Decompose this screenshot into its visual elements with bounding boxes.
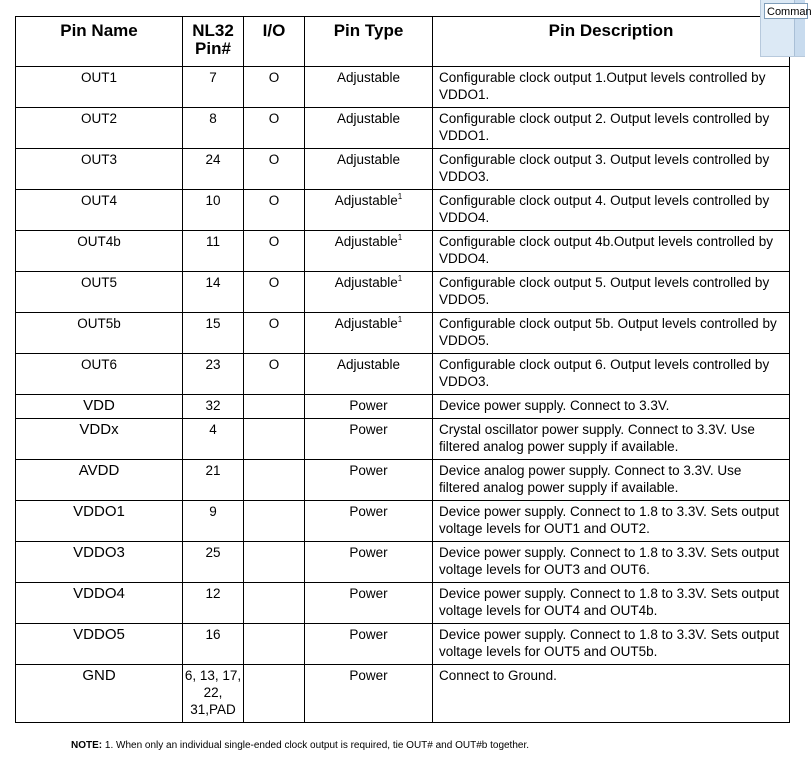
pin-type-text: Adjustable bbox=[336, 70, 401, 85]
pin-name-cell: GND bbox=[16, 665, 183, 723]
pin-description-cell: Device power supply. Connect to 1.8 to 3.3V. Sets output voltage levels for OUT4 and OUT4b. bbox=[433, 583, 790, 624]
pin-description-cell: Configurable clock output 5b. Output levels controlled by VDDO5. bbox=[433, 313, 790, 354]
header-nl32-line2: Pin# bbox=[195, 39, 231, 58]
pin-type-text: Power bbox=[349, 545, 388, 560]
pin-type-text: Power bbox=[349, 463, 388, 478]
pin-number-cell: 8 bbox=[183, 108, 244, 149]
table-row bbox=[16, 190, 790, 231]
pin-description-cell: Device power supply. Connect to 1.8 to 3.3V. Sets output voltage levels for OUT5 and OUT5b. bbox=[433, 624, 790, 665]
table-row bbox=[16, 272, 790, 313]
pin-description-cell: Configurable clock output 4b.Output levels controlled by VDDO4. bbox=[433, 231, 790, 272]
io-cell bbox=[244, 460, 305, 501]
pin-description-table bbox=[15, 16, 790, 723]
io-cell: O bbox=[244, 149, 305, 190]
table-header-row bbox=[16, 17, 790, 67]
header-pin-description: Pin Description bbox=[433, 17, 790, 67]
table-row bbox=[16, 231, 790, 272]
pin-type-cell bbox=[305, 460, 433, 501]
table-row bbox=[16, 665, 790, 723]
io-cell: O bbox=[244, 354, 305, 395]
pin-number-cell: 10 bbox=[183, 190, 244, 231]
pin-type-text: Power bbox=[349, 668, 388, 683]
footnote bbox=[71, 740, 529, 751]
io-cell: O bbox=[244, 313, 305, 354]
pin-type-cell bbox=[305, 231, 433, 272]
footnote-ref: 1 bbox=[397, 315, 403, 324]
pin-description-cell: Configurable clock output 6. Output levels controlled by VDDO3. bbox=[433, 354, 790, 395]
header-pin-name: Pin Name bbox=[16, 17, 183, 67]
footnote-ref: 1 bbox=[397, 274, 403, 283]
pin-number-cell: 4 bbox=[183, 419, 244, 460]
table-row bbox=[16, 624, 790, 665]
pin-type-cell bbox=[305, 313, 433, 354]
command-input[interactable]: Comman bbox=[764, 3, 808, 19]
pin-name-cell: AVDD bbox=[16, 460, 183, 501]
table-row bbox=[16, 395, 790, 419]
pin-type-cell bbox=[305, 583, 433, 624]
io-cell bbox=[244, 419, 305, 460]
pin-type-cell bbox=[305, 501, 433, 542]
pin-type-cell bbox=[305, 624, 433, 665]
pin-name-cell: OUT5 bbox=[16, 272, 183, 313]
io-cell bbox=[244, 542, 305, 583]
header-io: I/O bbox=[244, 17, 305, 67]
pin-name-cell: VDDx bbox=[16, 419, 183, 460]
pin-type-text: Power bbox=[349, 586, 388, 601]
pin-type-cell bbox=[305, 419, 433, 460]
table-row bbox=[16, 108, 790, 149]
pin-description-cell: Configurable clock output 4. Output levels controlled by VDDO4. bbox=[433, 190, 790, 231]
pin-number-cell: 11 bbox=[183, 231, 244, 272]
pin-type-text: Adjustable bbox=[336, 357, 401, 372]
table-row bbox=[16, 583, 790, 624]
table-row bbox=[16, 67, 790, 108]
pin-type-text: Power bbox=[349, 422, 388, 437]
io-cell: O bbox=[244, 231, 305, 272]
pin-type-cell bbox=[305, 190, 433, 231]
pin-description-cell: Configurable clock output 5. Output levels controlled by VDDO5. bbox=[433, 272, 790, 313]
pin-type-text: Power bbox=[349, 627, 388, 642]
pin-type-text: Power bbox=[349, 398, 388, 413]
pin-description-cell: Device analog power supply. Connect to 3.3V. Use filtered analog power supply if available. bbox=[433, 460, 790, 501]
footnote-ref: 1 bbox=[397, 192, 403, 201]
pin-name-cell: OUT1 bbox=[16, 67, 183, 108]
pin-type-cell bbox=[305, 67, 433, 108]
pin-description-cell: Connect to Ground. bbox=[433, 665, 790, 723]
pin-number-cell: 24 bbox=[183, 149, 244, 190]
pin-type-text: Adjustable bbox=[334, 234, 398, 249]
pin-type-text: Adjustable bbox=[334, 316, 398, 331]
pin-type-cell bbox=[305, 665, 433, 723]
pin-name-cell: OUT2 bbox=[16, 108, 183, 149]
pin-number-cell: 21 bbox=[183, 460, 244, 501]
pin-number-cell: 6, 13, 17, 22, 31,PAD bbox=[183, 665, 244, 723]
pin-description-cell: Configurable clock output 2. Output levels controlled by VDDO1. bbox=[433, 108, 790, 149]
pin-number-cell: 9 bbox=[183, 501, 244, 542]
pin-type-text: Power bbox=[349, 504, 388, 519]
table-row bbox=[16, 149, 790, 190]
pin-number-cell: 25 bbox=[183, 542, 244, 583]
footnote-label: NOTE: bbox=[71, 740, 103, 751]
pin-name-cell: OUT4b bbox=[16, 231, 183, 272]
io-cell bbox=[244, 624, 305, 665]
header-pin-type: Pin Type bbox=[305, 17, 433, 67]
pin-type-cell bbox=[305, 149, 433, 190]
pin-description-cell: Device power supply. Connect to 1.8 to 3.3V. Sets output voltage levels for OUT1 and OUT2. bbox=[433, 501, 790, 542]
pin-description-cell: Configurable clock output 1.Output levels controlled by VDDO1. bbox=[433, 67, 790, 108]
io-cell: O bbox=[244, 67, 305, 108]
pin-type-text: Adjustable bbox=[334, 193, 398, 208]
io-cell: O bbox=[244, 190, 305, 231]
pin-name-cell: VDD bbox=[16, 395, 183, 419]
pin-type-text: Adjustable bbox=[336, 111, 401, 126]
pin-number-cell: 14 bbox=[183, 272, 244, 313]
pin-number-cell: 12 bbox=[183, 583, 244, 624]
io-cell bbox=[244, 583, 305, 624]
pin-number-cell: 15 bbox=[183, 313, 244, 354]
pin-type-text: Adjustable bbox=[336, 152, 401, 167]
pin-type-cell bbox=[305, 542, 433, 583]
pin-type-text: Adjustable bbox=[334, 275, 398, 290]
table-row bbox=[16, 354, 790, 395]
table-row bbox=[16, 542, 790, 583]
pin-name-cell: OUT3 bbox=[16, 149, 183, 190]
pin-type-cell bbox=[305, 354, 433, 395]
pin-description-cell: Device power supply. Connect to 3.3V. bbox=[433, 395, 790, 419]
pin-name-cell: VDDO3 bbox=[16, 542, 183, 583]
table-row bbox=[16, 460, 790, 501]
io-cell: O bbox=[244, 108, 305, 149]
pin-name-cell: OUT5b bbox=[16, 313, 183, 354]
footnote-ref: 1 bbox=[397, 233, 403, 242]
io-cell bbox=[244, 501, 305, 542]
pin-number-cell: 7 bbox=[183, 67, 244, 108]
footnote-text: 1. When only an individual single-ended clock output is required, tie OUT# and OUT#b together. bbox=[102, 740, 530, 751]
pin-description-cell: Configurable clock output 3. Output levels controlled by VDDO3. bbox=[433, 149, 790, 190]
pin-name-cell: VDDO1 bbox=[16, 501, 183, 542]
pin-type-cell bbox=[305, 108, 433, 149]
pin-name-cell: VDDO5 bbox=[16, 624, 183, 665]
pin-description-cell: Device power supply. Connect to 1.8 to 3.3V. Sets output voltage levels for OUT3 and OUT6. bbox=[433, 542, 790, 583]
pin-name-cell: OUT4 bbox=[16, 190, 183, 231]
pin-number-cell: 23 bbox=[183, 354, 244, 395]
pin-type-cell bbox=[305, 272, 433, 313]
table-row bbox=[16, 501, 790, 542]
pin-description-cell: Crystal oscillator power supply. Connect to 3.3V. Use filtered analog power supply if available. bbox=[433, 419, 790, 460]
pin-type-cell bbox=[305, 395, 433, 419]
io-cell: O bbox=[244, 272, 305, 313]
pin-number-cell: 32 bbox=[183, 395, 244, 419]
table-row bbox=[16, 313, 790, 354]
table-row bbox=[16, 419, 790, 460]
pin-name-cell: OUT6 bbox=[16, 354, 183, 395]
pin-name-cell: VDDO4 bbox=[16, 583, 183, 624]
header-nl32-pin bbox=[183, 17, 244, 67]
io-cell bbox=[244, 395, 305, 419]
io-cell bbox=[244, 665, 305, 723]
header-nl32-line1: NL32 bbox=[192, 21, 234, 40]
pin-number-cell: 16 bbox=[183, 624, 244, 665]
